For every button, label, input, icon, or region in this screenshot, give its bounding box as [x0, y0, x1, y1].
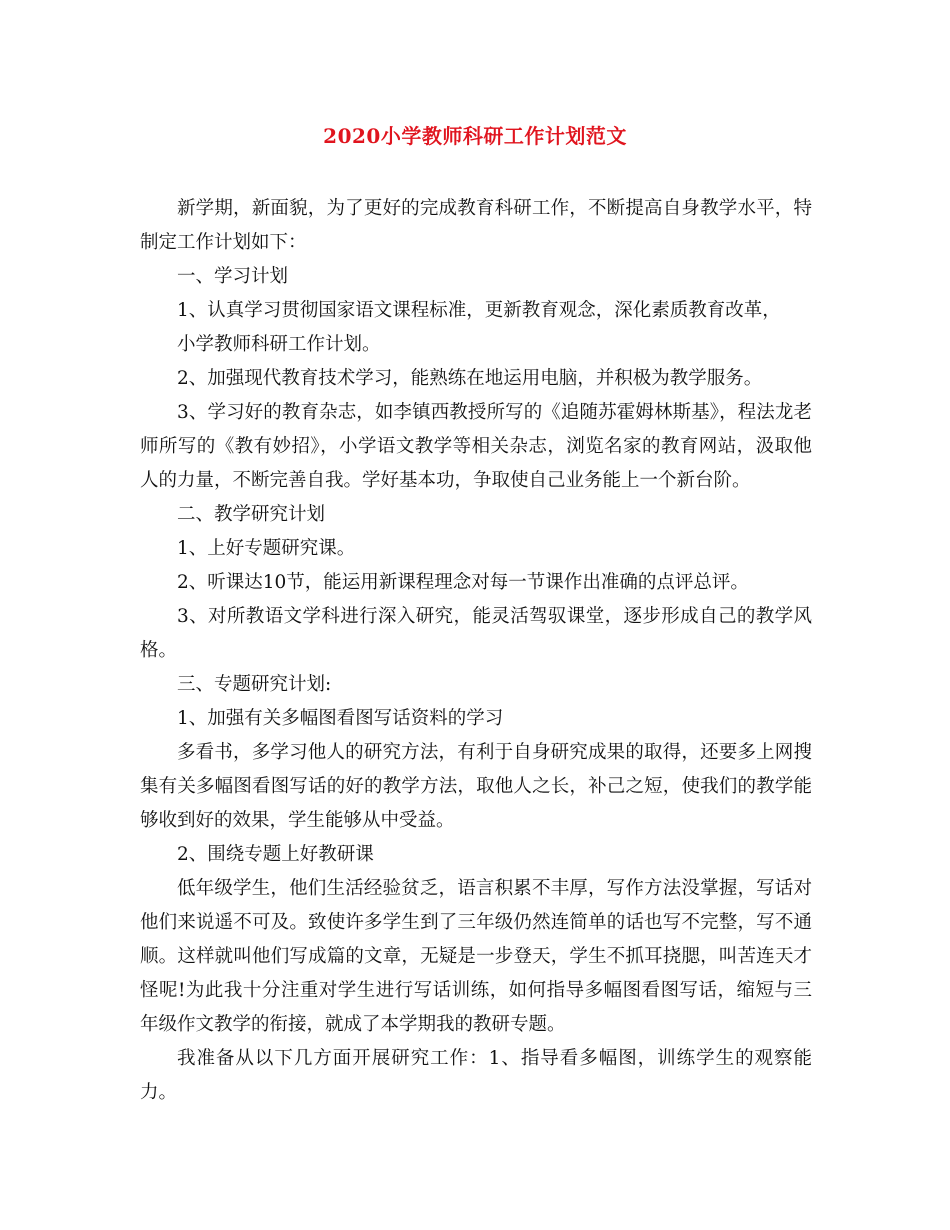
document-title: 2020小学教师科研工作计划范文: [323, 124, 627, 148]
paragraph-research-item-1: 1、上好专题研究课。: [177, 538, 356, 559]
paragraph-research-item-3: 3、对所教语文学科进行深入研究，能灵活驾驭课堂，逐步形成自己的教学风格。: [140, 606, 812, 661]
paragraph-study-item-2: 2、加强现代教育技术学习，能熟练在地运用电脑，并积极为教学服务。: [177, 368, 763, 389]
heading-study-plan: 一、学习计划: [177, 266, 289, 287]
heading-teaching-research-plan: 二、教学研究计划: [177, 504, 326, 525]
document-body: [140, 192, 812, 1110]
paragraph-topic-item-2-body: 低年级学生，他们生活经验贫乏，语言积累不丰厚，写作方法没掌握，写话对他们来说遥不可及。致使许多学生到了三年级仍然连简单的话也写不完整，写不通顺。这样就叫他们写成篇的文章，无疑是一步登天，学生不抓耳挠腮，叫苦连天才怪呢!为此我十分注重对学生进行写话训练，如何指导多幅图看图写话，缩短与三年级作文教学的衔接，就成了本学期我的教研专题。: [140, 878, 812, 1035]
paragraph-closing: 我准备从以下几方面开展研究工作：1、指导看多幅图，训练学生的观察能力。: [140, 1048, 812, 1103]
heading-topic-research-plan: 三、专题研究计划:: [177, 674, 332, 695]
paragraph-topic-item-1-body: 多看书，多学习他人的研究方法，有利于自身研究成果的取得，还要多上网搜集有关多幅图看图写话的好的教学方法，取他人之长，补己之短，使我们的教学能够收到好的效果，学生能够从中受益。: [140, 742, 812, 831]
paragraph-topic-item-2: 2、围绕专题上好教研课: [177, 844, 374, 865]
paragraph-study-item-1-cont: 小学教师科研工作计划。: [177, 334, 381, 355]
paragraph-study-item-1: 1、认真学习贯彻国家语文课程标准，更新教育观念，深化素质教育改革，: [177, 300, 781, 321]
paragraph-topic-item-1: 1、加强有关多幅图看图写话资料的学习: [177, 708, 504, 729]
paragraph-research-item-2: 2、听课达10节，能运用新课程理念对每一节课作出准确的点评总评。: [177, 572, 749, 593]
paragraph-study-item-3: 3、学习好的教育杂志，如李镇西教授所写的《追随苏霍姆林斯基》，程法龙老师所写的《教有妙招》，小学语文教学等相关杂志，浏览名家的教育网站，汲取他人的力量，不断完善自我。学好基本功，争取使自己业务能上一个新台阶。: [140, 402, 812, 491]
paragraph-intro: 新学期，新面貌，为了更好的完成教育科研工作，不断提高自身教学水平，特制定工作计划如下：: [140, 198, 812, 253]
